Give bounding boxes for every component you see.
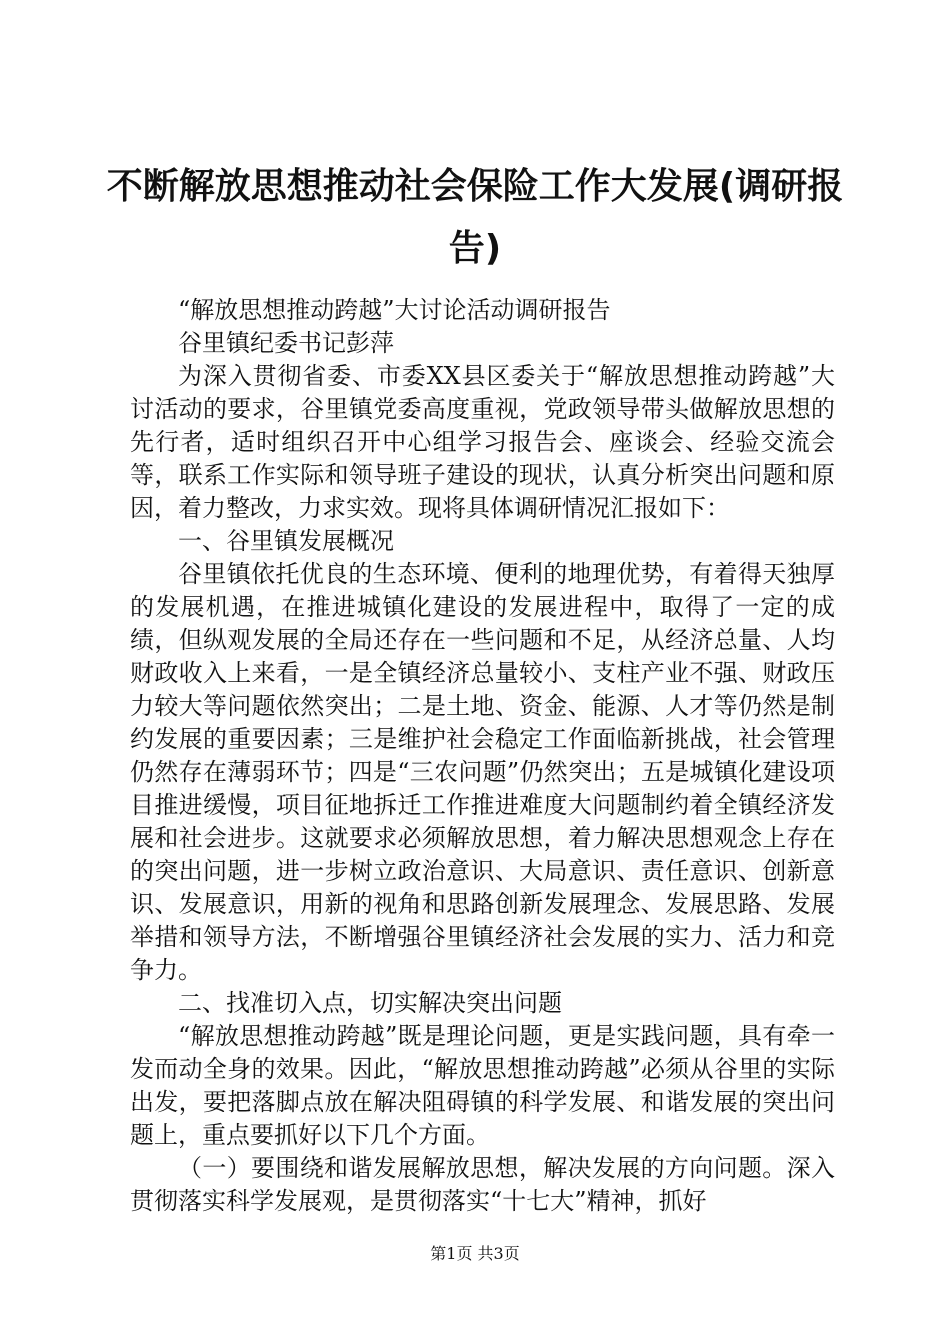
- section-heading-2: 二、找准切入点，切实解决突出问题: [178, 989, 562, 1017]
- paragraph-subtitle: “解放思想推动跨越”大讨论活动调研报告: [178, 296, 611, 324]
- paragraph-overview: 谷里镇依托优良的生态环境、便利的地理优势，有着得天独厚的发展机遇，在推进城镇化建设的发展进程中，取得了一定的成绩，但纵观发展的全局还存在一些问题和不足，从经济总量、人均财政收入上来看，一是全镇经济总量较小、支柱产业不强、财政压力较大等问题依然突出；二是土地、资金、能源、人才等仍然是制约发展的重要因素；三是维护社会稳定工作面临新挑战，社会管理仍然存在薄弱环节；四是“三农问题”仍然突出；五是城镇化建设项目推进缓慢，项目征地拆迁工作推进难度大问题制约着全镇经济发展和社会进步。这就要求必须解放思想，着力解决思想观念上存在的突出问题，进一步树立政治意识、大局意识、责任意识、创新意识、发展意识，用新的视角和思路创新发展理念、发展思路、发展举措和领导方法，不断增强谷里镇经济社会发展的实力、活力和竞争力。: [130, 560, 835, 984]
- page-footer: 第1页 共3页: [430, 1244, 520, 1263]
- paragraph-subsection-1: （一）要围绕和谐发展解放思想，解决发展的方向问题。深入贯彻落实科学发展观，是贯彻落实“十七大”精神，抓好: [130, 1154, 835, 1215]
- document-title: 不断解放思想推动社会保险工作大发展(调研报告): [106, 166, 844, 269]
- paragraph-intro: 为深入贯彻省委、市委XX县区委关于“解放思想推动跨越”大讨活动的要求，谷里镇党委高度重视，党政领导带头做解放思想的先行者，适时组织召开中心组学习报告会、座谈会、经验交流会等，联系工作实际和领导班子建设的现状，认真分析突出问题和原因，着力整改，力求实效。现将具体调研情况汇报如下：: [130, 362, 835, 522]
- paragraph-entry-point: “解放思想推动跨越”既是理论问题，更是实践问题，具有牵一发而动全身的效果。因此，“解放思想推动跨越”必须从谷里的实际出发，要把落脚点放在解决阻碍镇的科学发展、和谐发展的突出问题上，重点要抓好以下几个方面。: [130, 1022, 835, 1149]
- document-body: [130, 294, 835, 1218]
- section-heading-1: 一、谷里镇发展概况: [178, 527, 394, 555]
- paragraph-author: 谷里镇纪委书记彭萍: [178, 329, 394, 357]
